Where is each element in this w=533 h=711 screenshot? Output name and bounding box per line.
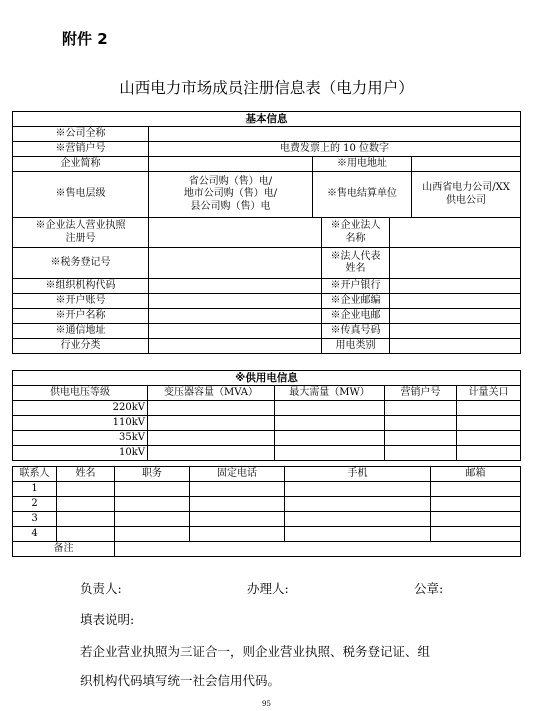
usage-type-label: 用电类别 bbox=[322, 339, 390, 354]
annex-label: 附件 2 bbox=[62, 30, 108, 48]
rep-name-line1: ※法人代表 bbox=[330, 250, 381, 262]
industry-label: 行业分类 bbox=[13, 339, 149, 354]
contact-mailbox-field[interactable] bbox=[431, 527, 521, 542]
rep-name-label bbox=[322, 248, 390, 279]
instructions-line-2: 织机构代码填写统一社会信用代码。 bbox=[80, 673, 281, 688]
account-cell[interactable] bbox=[385, 446, 457, 461]
voltage-level-10kv: 10kV bbox=[13, 446, 148, 461]
contact-position-field[interactable] bbox=[115, 512, 190, 527]
demand-cell[interactable] bbox=[275, 446, 385, 461]
metering-point-header: 计量关口 bbox=[457, 386, 521, 401]
phone-header: 固定电话 bbox=[190, 467, 285, 482]
license-label bbox=[13, 218, 149, 248]
contact-mobile-field[interactable] bbox=[285, 527, 431, 542]
fax-field[interactable] bbox=[390, 324, 521, 339]
contact-name-field[interactable] bbox=[57, 527, 115, 542]
contact-phone-field[interactable] bbox=[190, 482, 285, 497]
rep-name-line2: 姓名 bbox=[345, 263, 366, 274]
metering-cell[interactable] bbox=[457, 431, 521, 446]
account-cell[interactable] bbox=[385, 401, 457, 416]
contact-mailbox-field[interactable] bbox=[431, 497, 521, 512]
contact-row-number: 1 bbox=[13, 482, 57, 497]
usage-type-field[interactable] bbox=[390, 339, 521, 354]
mobile-header: 手机 bbox=[285, 467, 431, 482]
contact-mobile-field[interactable] bbox=[285, 482, 431, 497]
contact-header: 联系人 bbox=[13, 467, 57, 482]
contact-row-number: 3 bbox=[13, 512, 57, 527]
bank-account-field[interactable] bbox=[149, 294, 322, 309]
contact-mobile-field[interactable] bbox=[285, 512, 431, 527]
mail-address-field[interactable] bbox=[149, 324, 322, 339]
short-name-field[interactable] bbox=[149, 157, 313, 172]
metering-cell[interactable] bbox=[457, 416, 521, 431]
voltage-option-2: 地市公司购（售）电/ bbox=[183, 188, 278, 200]
instructions-line-1: 若企业营业执照为三证合一，则企业营业执照、税务登记证、组 bbox=[80, 644, 431, 659]
mail-address-label: ※通信地址 bbox=[13, 324, 149, 339]
license-label-line1: ※企业法人营业执照 bbox=[35, 220, 126, 232]
settlement-unit-label: ※售电结算单位 bbox=[313, 172, 412, 218]
postcode-label: ※企业邮编 bbox=[322, 294, 390, 309]
responsible-person-label: 负责人: bbox=[80, 581, 122, 596]
account-cell[interactable] bbox=[385, 416, 457, 431]
demand-cell[interactable] bbox=[275, 431, 385, 446]
short-name-label: 企业简称 bbox=[13, 157, 149, 172]
settlement-unit-value[interactable] bbox=[412, 172, 521, 218]
metering-cell[interactable] bbox=[457, 446, 521, 461]
voltage-level-options[interactable] bbox=[149, 172, 313, 218]
license-field[interactable] bbox=[149, 218, 322, 248]
capacity-cell[interactable] bbox=[148, 416, 275, 431]
name-header: 姓名 bbox=[57, 467, 115, 482]
tax-reg-label: ※税务登记号 bbox=[13, 248, 149, 279]
remark-label: 备注 bbox=[13, 542, 115, 557]
bank-account-label: ※开户账号 bbox=[13, 294, 149, 309]
transformer-capacity-header: 变压器容量（MVA） bbox=[148, 386, 275, 401]
bank-field[interactable] bbox=[390, 279, 521, 294]
metering-cell[interactable] bbox=[457, 401, 521, 416]
contact-name-field[interactable] bbox=[57, 512, 115, 527]
company-full-name-label: ※公司全称 bbox=[13, 127, 149, 142]
basic-section-title: 基本信息 bbox=[13, 112, 521, 127]
max-demand-header: 最大需量（MW） bbox=[275, 386, 385, 401]
voltage-level-label: ※售电层级 bbox=[13, 172, 149, 218]
voltage-grade-header: 供电电压等级 bbox=[13, 386, 148, 401]
supply-account-header: 营销户号 bbox=[385, 386, 457, 401]
contact-position-field[interactable] bbox=[115, 482, 190, 497]
demand-cell[interactable] bbox=[275, 401, 385, 416]
voltage-level-110kv: 110kV bbox=[13, 416, 148, 431]
mailbox-header: 邮箱 bbox=[431, 467, 521, 482]
legal-name-line2: 名称 bbox=[345, 232, 366, 244]
account-name-field[interactable] bbox=[149, 309, 322, 324]
legal-name-label bbox=[322, 218, 390, 248]
account-no-label: ※营销户号 bbox=[13, 142, 149, 157]
voltage-level-35kv: 35kV bbox=[13, 431, 148, 446]
license-label-line2: 注册号 bbox=[65, 232, 96, 244]
address-label: ※用电地址 bbox=[313, 157, 412, 172]
bank-label: ※开户银行 bbox=[322, 279, 390, 294]
seal-label: 公章: bbox=[414, 581, 444, 596]
capacity-cell[interactable] bbox=[148, 446, 275, 461]
contact-phone-field[interactable] bbox=[190, 497, 285, 512]
settlement-value-line1: 山西省电力公司/XX bbox=[422, 182, 510, 194]
contact-phone-field[interactable] bbox=[190, 512, 285, 527]
contact-row-number: 2 bbox=[13, 497, 57, 512]
account-name-label: ※开户名称 bbox=[13, 309, 149, 324]
account-cell[interactable] bbox=[385, 431, 457, 446]
contact-position-field[interactable] bbox=[115, 527, 190, 542]
org-code-field[interactable] bbox=[149, 279, 322, 294]
legal-name-line1: ※企业法人 bbox=[330, 220, 381, 232]
voltage-level-220kv: 220kV bbox=[13, 401, 148, 416]
supply-info-table bbox=[12, 370, 521, 461]
contact-mobile-field[interactable] bbox=[285, 497, 431, 512]
remark-field[interactable] bbox=[115, 542, 521, 557]
position-header: 职务 bbox=[115, 467, 190, 482]
instructions-title: 填表说明: bbox=[80, 612, 135, 627]
company-full-name-field[interactable] bbox=[149, 127, 521, 142]
legal-name-field[interactable] bbox=[390, 218, 521, 248]
org-code-label: ※组织机构代码 bbox=[13, 279, 149, 294]
contact-phone-field[interactable] bbox=[190, 527, 285, 542]
voltage-option-3: 县公司购（售）电 bbox=[190, 200, 271, 212]
voltage-option-1: 省公司购（售）电/ bbox=[188, 176, 273, 188]
contact-name-field[interactable] bbox=[57, 482, 115, 497]
tax-reg-field[interactable] bbox=[149, 248, 322, 279]
industry-field[interactable] bbox=[149, 339, 322, 354]
settlement-value-line2: 供电公司 bbox=[446, 194, 486, 206]
address-field[interactable] bbox=[412, 157, 521, 172]
email-field[interactable] bbox=[390, 309, 521, 324]
demand-cell[interactable] bbox=[275, 416, 385, 431]
rep-name-field[interactable] bbox=[390, 248, 521, 279]
contact-row-number: 4 bbox=[13, 527, 57, 542]
contact-name-field[interactable] bbox=[57, 497, 115, 512]
handler-label: 办理人: bbox=[247, 581, 289, 596]
form-title: 山西电力市场成员注册信息表（电力用户） bbox=[119, 79, 414, 97]
email-label: ※企业电邮 bbox=[322, 309, 390, 324]
fax-label: ※传真号码 bbox=[322, 324, 390, 339]
account-no-field[interactable]: 电费发票上的 10 位数字 bbox=[149, 142, 521, 157]
capacity-cell[interactable] bbox=[148, 401, 275, 416]
contacts-table bbox=[12, 466, 521, 557]
contact-position-field[interactable] bbox=[115, 497, 190, 512]
supply-section-title: ※供用电信息 bbox=[13, 371, 521, 386]
postcode-field[interactable] bbox=[390, 294, 521, 309]
contact-mailbox-field[interactable] bbox=[431, 512, 521, 527]
contact-mailbox-field[interactable] bbox=[431, 482, 521, 497]
capacity-cell[interactable] bbox=[148, 431, 275, 446]
page-number: 95 bbox=[262, 700, 271, 708]
basic-info-table bbox=[12, 111, 521, 354]
